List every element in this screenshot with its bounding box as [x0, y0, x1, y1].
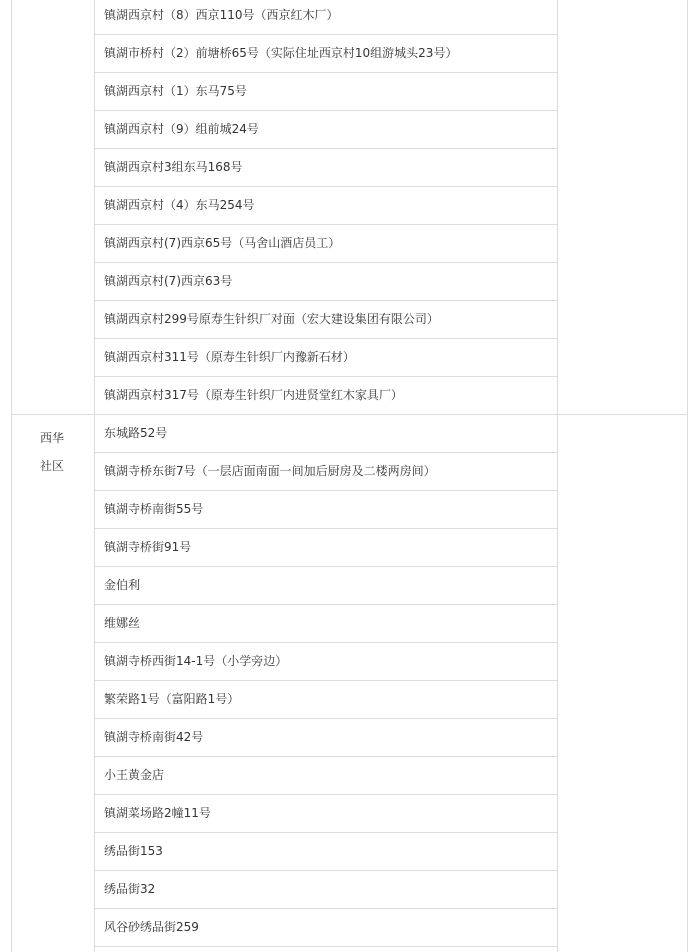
address-cell: 镇湖西京村299号原寿生针织厂对面（宏大建设集团有限公司） [104, 312, 439, 326]
row-divider [94, 224, 557, 225]
address-cell: 小王黄金店 [104, 768, 165, 782]
address-cell: 镇湖寺桥南街55号 [104, 502, 204, 516]
address-cell: 镇湖西京村317号（原寿生针织厂内进贤堂红木家具厂） [104, 388, 403, 402]
row-divider [94, 756, 557, 757]
table-border-left [11, 0, 12, 952]
row-divider [94, 34, 557, 35]
community-label-line1: 西华 [40, 431, 65, 445]
row-divider [94, 338, 557, 339]
row-divider [94, 262, 557, 263]
row-divider [94, 452, 557, 453]
address-cell: 镇湖西京村（1）东马75号 [104, 84, 247, 98]
row-divider [94, 832, 557, 833]
address-cell: 镇湖寺桥西街14-1号（小学旁边） [104, 654, 288, 668]
community-label-xihua [40, 424, 80, 480]
address-cell: 镇湖市桥村（2）前塘桥65号（实际住址西京村10组游城头23号） [104, 46, 458, 60]
address-cell: 镇湖西京村(7)西京63号 [104, 274, 233, 288]
table-border-community-column [94, 0, 95, 952]
row-divider [94, 680, 557, 681]
address-cell: 维娜丝 [104, 616, 141, 630]
address-cell: 镇湖西京村（4）东马254号 [104, 198, 255, 212]
address-cell: 镇湖西京村（9）组前城24号 [104, 122, 259, 136]
address-cell: 镇湖菜场路2幢11号 [104, 806, 211, 820]
table-border-address-column [557, 0, 558, 952]
address-cell: 镇湖西京村3组东马168号 [104, 160, 243, 174]
row-divider [94, 908, 557, 909]
address-cell: 镇湖西京村（8）西京110号（西京红木厂） [104, 8, 339, 22]
row-divider [94, 110, 557, 111]
address-cell: 镇湖西京村311号（原寿生针织厂内豫新石材） [104, 350, 355, 364]
table-border-right [687, 0, 688, 952]
address-cell: 镇湖寺桥东街7号（一层店面南面一间加后厨房及二楼两房间） [104, 464, 436, 478]
row-divider [94, 490, 557, 491]
address-cell: 镇湖寺桥南街42号 [104, 730, 204, 744]
community-label-line2: 社区 [40, 459, 65, 473]
address-cell: 绣品街32 [104, 882, 156, 896]
section-divider [11, 414, 687, 415]
address-cell: 风谷砂绣品街259 [104, 920, 199, 934]
row-divider [94, 300, 557, 301]
row-divider [94, 642, 557, 643]
row-divider [94, 148, 557, 149]
row-divider [94, 528, 557, 529]
row-divider [94, 946, 557, 947]
address-cell: 繁荣路1号（富阳路1号） [104, 692, 240, 706]
row-divider [94, 604, 557, 605]
row-divider [94, 186, 557, 187]
address-cell: 绣品街153 [104, 844, 163, 858]
row-divider [94, 72, 557, 73]
address-cell: 镇湖寺桥街91号 [104, 540, 192, 554]
row-divider [94, 376, 557, 377]
row-divider [94, 566, 557, 567]
address-cell: 镇湖西京村(7)西京65号（马舍山酒店员工） [104, 236, 341, 250]
address-cell: 东城路52号 [104, 426, 168, 440]
row-divider [94, 718, 557, 719]
row-divider [94, 794, 557, 795]
address-cell: 金伯利 [104, 578, 141, 592]
row-divider [94, 870, 557, 871]
